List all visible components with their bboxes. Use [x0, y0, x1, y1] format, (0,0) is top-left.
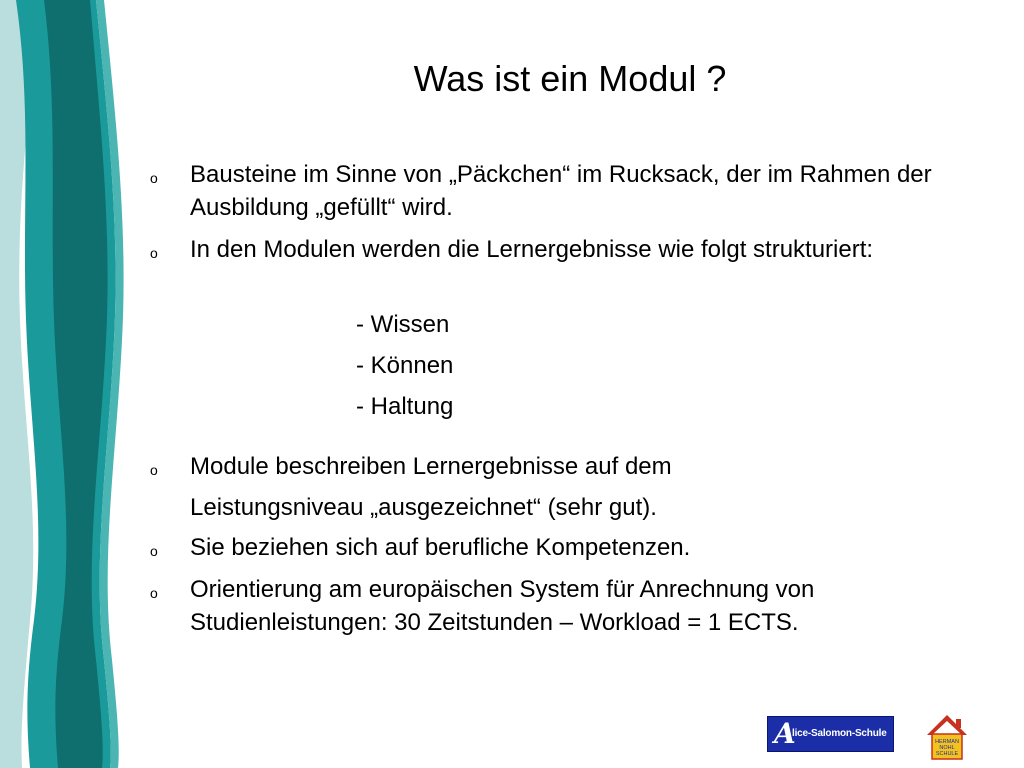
- herman-nohl-schule-logo: [925, 713, 969, 761]
- sub-item-haltung: - Haltung: [356, 393, 454, 420]
- bullet-text: Module beschreiben Lernergebnisse auf dem: [190, 453, 672, 480]
- bullet-marker: o: [150, 170, 158, 186]
- alice-salomon-schule-logo: [767, 716, 894, 752]
- logo-line-3: SCHULE: [935, 751, 959, 757]
- bullet-marker: o: [150, 245, 158, 261]
- bullet-marker: o: [150, 585, 158, 601]
- sub-item-koennen: - Können: [356, 352, 454, 379]
- logo-line-2: NOHL: [939, 745, 955, 751]
- sub-item-wissen: - Wissen: [356, 311, 450, 338]
- bullet-continuation-text: Leistungsniveau „ausgezeichnet“ (sehr gut).: [190, 494, 657, 521]
- bullet-marker: o: [150, 543, 158, 559]
- bullet-text: Sie beziehen sich auf berufliche Kompetenzen.: [190, 534, 691, 561]
- house-chimney: [956, 719, 961, 728]
- slide-content: [150, 0, 970, 768]
- bullet-text: Bausteine im Sinne von „Päckchen“ im Rucksack, der im Rahmen der Ausbildung „gefüllt“ wird.: [190, 161, 932, 221]
- logo-line-1: HERMAN: [935, 739, 959, 745]
- left-wave-decoration: [0, 0, 140, 768]
- bullet-text: In den Modulen werden die Lernergebnisse wie folgt strukturiert:: [190, 236, 874, 263]
- slide-title: Was ist ein Modul ?: [413, 58, 727, 99]
- bullet-marker: o: [150, 462, 158, 478]
- bullet-text: Orientierung am europäischen System für Anrechnung von Studienleistungen: 30 Zeitstunden – Workload = 1 ECTS.: [190, 576, 815, 636]
- logo-text: lice-Salomon-Schule: [792, 728, 887, 739]
- logo-initial: A: [774, 717, 796, 750]
